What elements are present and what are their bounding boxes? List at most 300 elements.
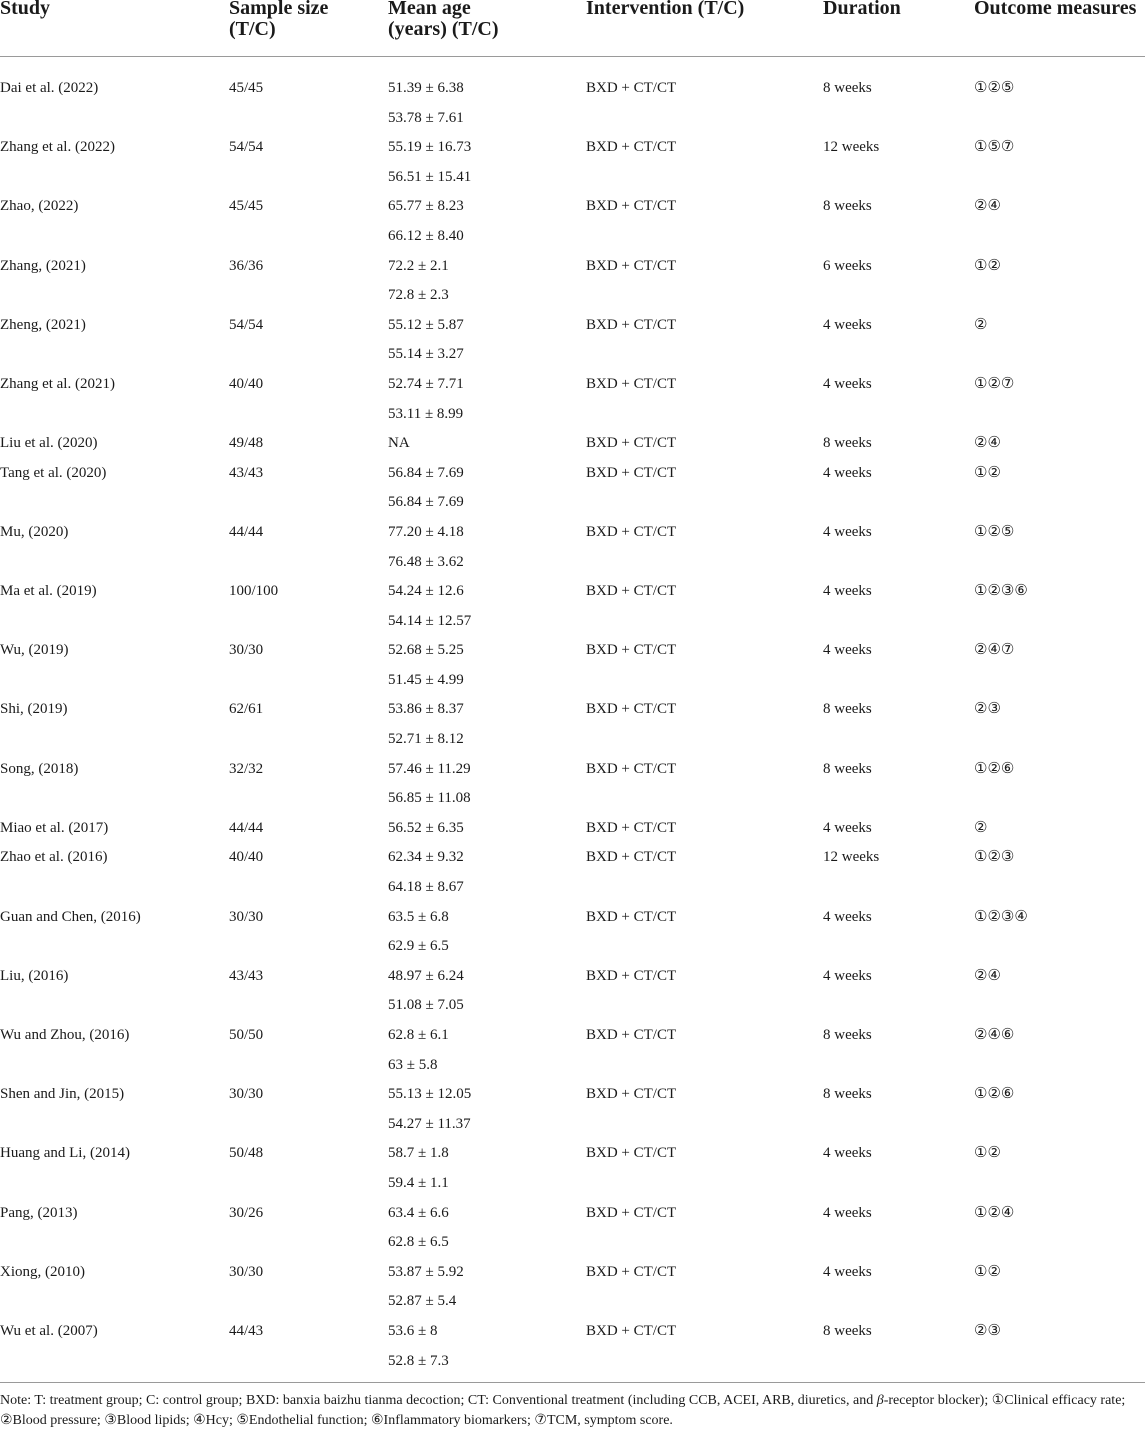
- cell-mean-age: [388, 518, 586, 577]
- cell-outcomes-text: ①②: [974, 1145, 1001, 1162]
- cell-intervention: [586, 843, 823, 902]
- cell-sample-size-text: 44/44: [229, 819, 264, 836]
- header-outcomes: [974, 0, 1145, 57]
- table-row: [0, 133, 1145, 192]
- cell-duration: [823, 1139, 974, 1198]
- cell-intervention-text: BXD + CT/CT: [586, 583, 677, 600]
- cell-intervention: [586, 1080, 823, 1139]
- cell-intervention: [586, 1139, 823, 1198]
- cell-duration: [823, 843, 974, 902]
- cell-outcomes-text: ②④⑥: [974, 1027, 1015, 1043]
- cell-duration-text: 8 weeks: [823, 1027, 872, 1043]
- footnote-text-end: -receptor blocker); ①Clinical efficacy rate; ②Blood pressure; ③Blood lipids; ④Hcy; ⑤Endothelial function; ⑥Inflammatory biomarkers; ⑦TCM, symptom score.: [0, 1393, 1126, 1428]
- cell-outcomes: [974, 903, 1145, 962]
- cell-intervention: [586, 814, 823, 844]
- cell-duration: [823, 814, 974, 844]
- mean-age-treatment: 58.7 ± 1.8: [388, 1145, 449, 1162]
- cell-study-text: Zheng, (2021): [0, 316, 86, 333]
- mean-age-treatment: 56.52 ± 6.35: [388, 819, 464, 836]
- mean-age-treatment: 62.8 ± 6.1: [388, 1027, 449, 1043]
- cell-outcomes-text: ②③: [974, 701, 1001, 718]
- cell-study: [0, 962, 229, 1021]
- cell-duration: [823, 518, 974, 577]
- header-sample-size-line-1: Sample size: [229, 0, 329, 19]
- cell-duration-text: 4 weeks: [823, 1145, 872, 1162]
- mean-age-control: 53.78 ± 7.61: [388, 109, 464, 126]
- table-row: [0, 311, 1145, 370]
- cell-sample-size-text: 50/50: [229, 1027, 264, 1043]
- cell-study-text: Shen and Jin, (2015): [0, 1086, 125, 1103]
- cell-outcomes: [974, 57, 1145, 134]
- cell-intervention: [586, 252, 823, 311]
- mean-age-control: 59.4 ± 1.1: [388, 1174, 449, 1191]
- cell-intervention-text: BXD + CT/CT: [586, 80, 677, 96]
- mean-age-treatment: 54.24 ± 12.6: [388, 583, 464, 600]
- cell-sample-size-text: 30/26: [229, 1204, 264, 1221]
- cell-intervention: [586, 57, 823, 134]
- cell-mean-age: [388, 133, 586, 192]
- cell-sample-size: [229, 192, 388, 251]
- cell-study-text: Zhang et al. (2021): [0, 375, 115, 392]
- cell-outcomes: [974, 755, 1145, 814]
- cell-mean-age: [388, 962, 586, 1021]
- mean-age-treatment: 51.39 ± 6.38: [388, 80, 464, 96]
- header-duration: [823, 0, 974, 57]
- mean-age-treatment: 53.6 ± 8: [388, 1322, 438, 1339]
- cell-duration: [823, 311, 974, 370]
- mean-age-treatment: 72.2 ± 2.1: [388, 257, 449, 274]
- mean-age-treatment: 53.87 ± 5.92: [388, 1263, 464, 1280]
- cell-duration-text: 12 weeks: [823, 849, 880, 866]
- cell-sample-size-text: 43/43: [229, 967, 264, 984]
- cell-outcomes-text: ①②⑤: [974, 523, 1015, 540]
- cell-study: [0, 814, 229, 844]
- cell-outcomes: [974, 1317, 1145, 1383]
- cell-duration: [823, 252, 974, 311]
- mean-age-control: 56.84 ± 7.69: [388, 494, 464, 511]
- cell-sample-size: [229, 1021, 388, 1080]
- cell-sample-size: [229, 843, 388, 902]
- mean-age-control: 52.8 ± 7.3: [388, 1352, 449, 1369]
- cell-study-text: Song, (2018): [0, 760, 79, 777]
- cell-outcomes-text: ①②: [974, 257, 1001, 274]
- cell-sample-size-text: 36/36: [229, 257, 264, 274]
- cell-sample-size-text: 100/100: [229, 583, 279, 600]
- cell-mean-age: [388, 370, 586, 429]
- cell-outcomes-text: ②: [974, 819, 988, 836]
- mean-age-control: 76.48 ± 3.62: [388, 553, 464, 570]
- cell-outcomes: [974, 695, 1145, 754]
- cell-study-text: Zhao et al. (2016): [0, 849, 108, 866]
- header-mean-age-line-2: (years) (T/C): [388, 18, 499, 40]
- cell-outcomes-text: ①②: [974, 1263, 1001, 1280]
- footnote-text-start: Note: T: treatment group; C: control group; BXD: banxia baizhu tianma decoction; CT: Conventional treatment (including CCB, ACEI, ARB, diuretics, and: [0, 1393, 877, 1408]
- cell-study-text: Shi, (2019): [0, 701, 68, 718]
- cell-outcomes: [974, 133, 1145, 192]
- cell-sample-size: [229, 577, 388, 636]
- cell-sample-size: [229, 370, 388, 429]
- cell-sample-size-text: 32/32: [229, 760, 264, 777]
- cell-mean-age: [388, 1021, 586, 1080]
- cell-duration-text: 8 weeks: [823, 1322, 872, 1339]
- cell-study-text: Liu, (2016): [0, 967, 69, 984]
- cell-outcomes: [974, 518, 1145, 577]
- header-outcomes-label: Outcome measures: [974, 0, 1137, 19]
- cell-study: [0, 311, 229, 370]
- table-row: [0, 1317, 1145, 1383]
- cell-study-text: Wu and Zhou, (2016): [0, 1027, 130, 1043]
- table-row: [0, 814, 1145, 844]
- cell-mean-age: [388, 903, 586, 962]
- cell-outcomes-text: ①②③④: [974, 908, 1028, 925]
- cell-mean-age: [388, 755, 586, 814]
- cell-duration-text: 4 weeks: [823, 967, 872, 984]
- cell-intervention-text: BXD + CT/CT: [586, 908, 677, 925]
- cell-duration: [823, 695, 974, 754]
- table-row: [0, 1258, 1145, 1317]
- cell-intervention-text: BXD + CT/CT: [586, 1204, 677, 1221]
- cell-intervention: [586, 459, 823, 518]
- cell-duration: [823, 636, 974, 695]
- cell-intervention-text: BXD + CT/CT: [586, 967, 677, 984]
- cell-sample-size: [229, 518, 388, 577]
- cell-mean-age: [388, 57, 586, 134]
- cell-outcomes: [974, 962, 1145, 1021]
- cell-duration-text: 8 weeks: [823, 1086, 872, 1103]
- cell-duration: [823, 577, 974, 636]
- mean-age-treatment: 77.20 ± 4.18: [388, 523, 464, 540]
- cell-sample-size-text: 44/44: [229, 523, 264, 540]
- cell-intervention-text: BXD + CT/CT: [586, 701, 677, 718]
- cell-study: [0, 695, 229, 754]
- cell-outcomes: [974, 843, 1145, 902]
- cell-outcomes-text: ②④: [974, 435, 1001, 452]
- cell-mean-age: [388, 814, 586, 844]
- mean-age-control: 64.18 ± 8.67: [388, 879, 464, 896]
- cell-duration-text: 8 weeks: [823, 760, 872, 777]
- cell-sample-size-text: 49/48: [229, 435, 264, 452]
- mean-age-treatment: 53.86 ± 8.37: [388, 701, 464, 718]
- header-study-label: Study: [0, 0, 51, 19]
- cell-duration-text: 6 weeks: [823, 257, 872, 274]
- cell-intervention: [586, 518, 823, 577]
- header-intervention: [586, 0, 823, 57]
- header-intervention-label: Intervention (T/C): [586, 0, 745, 19]
- cell-sample-size-text: 45/45: [229, 198, 264, 215]
- table-footnote: [0, 1391, 1140, 1431]
- cell-duration-text: 4 weeks: [823, 1263, 872, 1280]
- cell-study: [0, 1258, 229, 1317]
- cell-intervention-text: BXD + CT/CT: [586, 375, 677, 392]
- cell-duration-text: 8 weeks: [823, 435, 872, 452]
- cell-study: [0, 1317, 229, 1383]
- cell-mean-age: [388, 577, 586, 636]
- cell-duration: [823, 192, 974, 251]
- cell-study: [0, 577, 229, 636]
- mean-age-control: 62.8 ± 6.5: [388, 1234, 449, 1251]
- cell-study: [0, 459, 229, 518]
- cell-sample-size: [229, 903, 388, 962]
- cell-sample-size: [229, 252, 388, 311]
- cell-study-text: Zhao, (2022): [0, 198, 79, 215]
- cell-sample-size-text: 54/54: [229, 316, 264, 333]
- mean-age-control: 72.8 ± 2.3: [388, 287, 449, 304]
- cell-outcomes-text: ②: [974, 316, 988, 333]
- cell-duration: [823, 133, 974, 192]
- table-row: [0, 755, 1145, 814]
- cell-duration-text: 4 weeks: [823, 523, 872, 540]
- table-row: [0, 518, 1145, 577]
- header-study: [0, 0, 229, 57]
- cell-sample-size: [229, 133, 388, 192]
- cell-duration-text: 8 weeks: [823, 701, 872, 718]
- table-row: [0, 962, 1145, 1021]
- cell-mean-age: [388, 636, 586, 695]
- cell-mean-age: [388, 252, 586, 311]
- cell-study-text: Dai et al. (2022): [0, 80, 99, 96]
- cell-sample-size: [229, 57, 388, 134]
- cell-duration: [823, 1199, 974, 1258]
- header-row: [0, 0, 1145, 57]
- cell-outcomes: [974, 1139, 1145, 1198]
- mean-age-control: 55.14 ± 3.27: [388, 346, 464, 363]
- cell-intervention: [586, 311, 823, 370]
- table-row: [0, 1139, 1145, 1198]
- cell-sample-size-text: 43/43: [229, 464, 264, 481]
- cell-intervention: [586, 903, 823, 962]
- cell-study: [0, 1080, 229, 1139]
- cell-outcomes-text: ②③: [974, 1322, 1001, 1339]
- header-duration-label: Duration: [823, 0, 901, 19]
- table-row: [0, 1080, 1145, 1139]
- cell-intervention-text: BXD + CT/CT: [586, 435, 677, 452]
- cell-intervention: [586, 133, 823, 192]
- header-sample-size: [229, 0, 388, 57]
- cell-intervention: [586, 636, 823, 695]
- cell-outcomes: [974, 814, 1145, 844]
- cell-intervention-text: BXD + CT/CT: [586, 1263, 677, 1280]
- mean-age-control: 56.51 ± 15.41: [388, 168, 472, 185]
- cell-sample-size-text: 40/40: [229, 375, 264, 392]
- cell-outcomes: [974, 577, 1145, 636]
- cell-study-text: Wu, (2019): [0, 642, 69, 659]
- mean-age-control: 62.9 ± 6.5: [388, 938, 449, 955]
- cell-sample-size-text: 30/30: [229, 642, 264, 659]
- cell-outcomes-text: ①②③: [974, 849, 1015, 866]
- cell-duration-text: 8 weeks: [823, 80, 872, 96]
- cell-study: [0, 636, 229, 695]
- cell-sample-size: [229, 459, 388, 518]
- cell-study: [0, 429, 229, 459]
- cell-sample-size: [229, 695, 388, 754]
- cell-outcomes: [974, 459, 1145, 518]
- mean-age-control: 63 ± 5.8: [388, 1056, 438, 1073]
- mean-age-control: 56.85 ± 11.08: [388, 790, 471, 807]
- cell-duration-text: 4 weeks: [823, 316, 872, 333]
- cell-duration: [823, 903, 974, 962]
- cell-sample-size: [229, 429, 388, 459]
- mean-age-treatment: 63.5 ± 6.8: [388, 908, 449, 925]
- cell-study: [0, 1199, 229, 1258]
- mean-age-control: 53.11 ± 8.99: [388, 405, 464, 422]
- cell-mean-age: [388, 1199, 586, 1258]
- mean-age-treatment: 52.68 ± 5.25: [388, 642, 464, 659]
- cell-intervention-text: BXD + CT/CT: [586, 1086, 677, 1103]
- cell-duration-text: 4 weeks: [823, 642, 872, 659]
- cell-intervention-text: BXD + CT/CT: [586, 464, 677, 481]
- mean-age-treatment: 63.4 ± 6.6: [388, 1204, 449, 1221]
- cell-sample-size-text: 30/30: [229, 908, 264, 925]
- cell-mean-age: [388, 429, 586, 459]
- cell-mean-age: [388, 695, 586, 754]
- cell-sample-size-text: 30/30: [229, 1263, 264, 1280]
- mean-age-treatment: 56.84 ± 7.69: [388, 464, 464, 481]
- cell-outcomes: [974, 636, 1145, 695]
- cell-outcomes-text: ①②⑦: [974, 375, 1015, 392]
- cell-study: [0, 1021, 229, 1080]
- cell-study-text: Zhang, (2021): [0, 257, 86, 274]
- cell-duration-text: 4 weeks: [823, 375, 872, 392]
- cell-duration: [823, 962, 974, 1021]
- cell-duration: [823, 1080, 974, 1139]
- cell-sample-size: [229, 1258, 388, 1317]
- cell-duration: [823, 755, 974, 814]
- cell-outcomes-text: ②④: [974, 198, 1001, 215]
- mean-age-treatment: 62.34 ± 9.32: [388, 849, 464, 866]
- cell-sample-size: [229, 1080, 388, 1139]
- cell-study-text: Miao et al. (2017): [0, 819, 109, 836]
- cell-intervention-text: BXD + CT/CT: [586, 642, 677, 659]
- cell-intervention-text: BXD + CT/CT: [586, 198, 677, 215]
- table-row: [0, 577, 1145, 636]
- mean-age-treatment: 65.77 ± 8.23: [388, 198, 464, 215]
- cell-intervention: [586, 1317, 823, 1383]
- mean-age-control: 66.12 ± 8.40: [388, 227, 464, 244]
- table-row: [0, 695, 1145, 754]
- table-row: [0, 843, 1145, 902]
- cell-intervention: [586, 1199, 823, 1258]
- cell-study-text: Mu, (2020): [0, 523, 69, 540]
- cell-intervention: [586, 577, 823, 636]
- cell-intervention: [586, 755, 823, 814]
- cell-sample-size: [229, 311, 388, 370]
- table-row: [0, 192, 1145, 251]
- cell-study-text: Liu et al. (2020): [0, 435, 98, 452]
- table-row: [0, 903, 1145, 962]
- mean-age-control: 54.27 ± 11.37: [388, 1115, 471, 1132]
- cell-mean-age: [388, 1080, 586, 1139]
- cell-sample-size: [229, 814, 388, 844]
- cell-intervention: [586, 1021, 823, 1080]
- cell-outcomes: [974, 311, 1145, 370]
- cell-intervention-text: BXD + CT/CT: [586, 1145, 677, 1162]
- table-row: [0, 459, 1145, 518]
- header-mean-age-line-1: Mean age: [388, 0, 471, 19]
- header-sample-size-label: [229, 0, 388, 40]
- cell-outcomes-text: ①②④: [974, 1204, 1015, 1221]
- mean-age-control: 51.45 ± 4.99: [388, 671, 464, 688]
- cell-duration: [823, 57, 974, 134]
- table-row: [0, 429, 1145, 459]
- cell-sample-size-text: 54/54: [229, 139, 264, 156]
- cell-study-text: Zhang et al. (2022): [0, 139, 115, 156]
- cell-sample-size: [229, 755, 388, 814]
- cell-outcomes: [974, 252, 1145, 311]
- cell-intervention-text: BXD + CT/CT: [586, 139, 677, 156]
- cell-duration-text: 4 weeks: [823, 464, 872, 481]
- cell-duration: [823, 459, 974, 518]
- cell-duration: [823, 429, 974, 459]
- cell-outcomes-text: ①②③⑥: [974, 583, 1028, 600]
- cell-study: [0, 133, 229, 192]
- cell-intervention-text: BXD + CT/CT: [586, 316, 677, 333]
- mean-age-control: 52.87 ± 5.4: [388, 1293, 457, 1310]
- cell-sample-size: [229, 962, 388, 1021]
- table-row: [0, 636, 1145, 695]
- cell-study: [0, 843, 229, 902]
- cell-study-text: Ma et al. (2019): [0, 583, 97, 600]
- cell-outcomes-text: ②④: [974, 967, 1001, 984]
- table-row: [0, 252, 1145, 311]
- cell-sample-size: [229, 636, 388, 695]
- cell-study: [0, 57, 229, 134]
- cell-mean-age: [388, 311, 586, 370]
- mean-age-treatment: 52.74 ± 7.71: [388, 375, 464, 392]
- cell-intervention: [586, 429, 823, 459]
- cell-study: [0, 252, 229, 311]
- table-row: [0, 1021, 1145, 1080]
- cell-sample-size-text: 40/40: [229, 849, 264, 866]
- cell-duration-text: 4 weeks: [823, 583, 872, 600]
- cell-intervention-text: BXD + CT/CT: [586, 819, 677, 836]
- cell-study: [0, 370, 229, 429]
- mean-age-treatment: 48.97 ± 6.24: [388, 967, 464, 984]
- cell-duration: [823, 1258, 974, 1317]
- cell-outcomes-text: ②④⑦: [974, 642, 1015, 659]
- cell-duration-text: 4 weeks: [823, 819, 872, 836]
- header-mean-age-label: [388, 0, 586, 40]
- cell-outcomes: [974, 429, 1145, 459]
- cell-duration-text: 8 weeks: [823, 198, 872, 215]
- cell-intervention-text: BXD + CT/CT: [586, 257, 677, 274]
- mean-age-control: 51.08 ± 7.05: [388, 997, 464, 1014]
- header-sample-size-line-2: (T/C): [229, 18, 276, 40]
- cell-study-text: Xiong, (2010): [0, 1263, 85, 1280]
- cell-intervention-text: BXD + CT/CT: [586, 849, 677, 866]
- cell-sample-size-text: 45/45: [229, 80, 264, 96]
- cell-mean-age: [388, 459, 586, 518]
- cell-duration: [823, 1021, 974, 1080]
- table-row: [0, 1199, 1145, 1258]
- table-header: [0, 0, 1145, 57]
- cell-outcomes: [974, 192, 1145, 251]
- cell-outcomes: [974, 1258, 1145, 1317]
- footnote-beta-symbol: β: [876, 1393, 884, 1408]
- mean-age-treatment: 55.12 ± 5.87: [388, 316, 464, 333]
- cell-duration: [823, 370, 974, 429]
- table-body: [0, 57, 1145, 1383]
- cell-outcomes-text: ①②⑤: [974, 80, 1015, 96]
- cell-study-text: Guan and Chen, (2016): [0, 908, 141, 925]
- cell-intervention: [586, 1258, 823, 1317]
- table-row: [0, 370, 1145, 429]
- mean-age-treatment: NA: [388, 435, 410, 452]
- cell-outcomes: [974, 1080, 1145, 1139]
- header-mean-age: [388, 0, 586, 57]
- mean-age-control: 54.14 ± 12.57: [388, 612, 472, 629]
- cell-outcomes: [974, 1199, 1145, 1258]
- cell-mean-age: [388, 192, 586, 251]
